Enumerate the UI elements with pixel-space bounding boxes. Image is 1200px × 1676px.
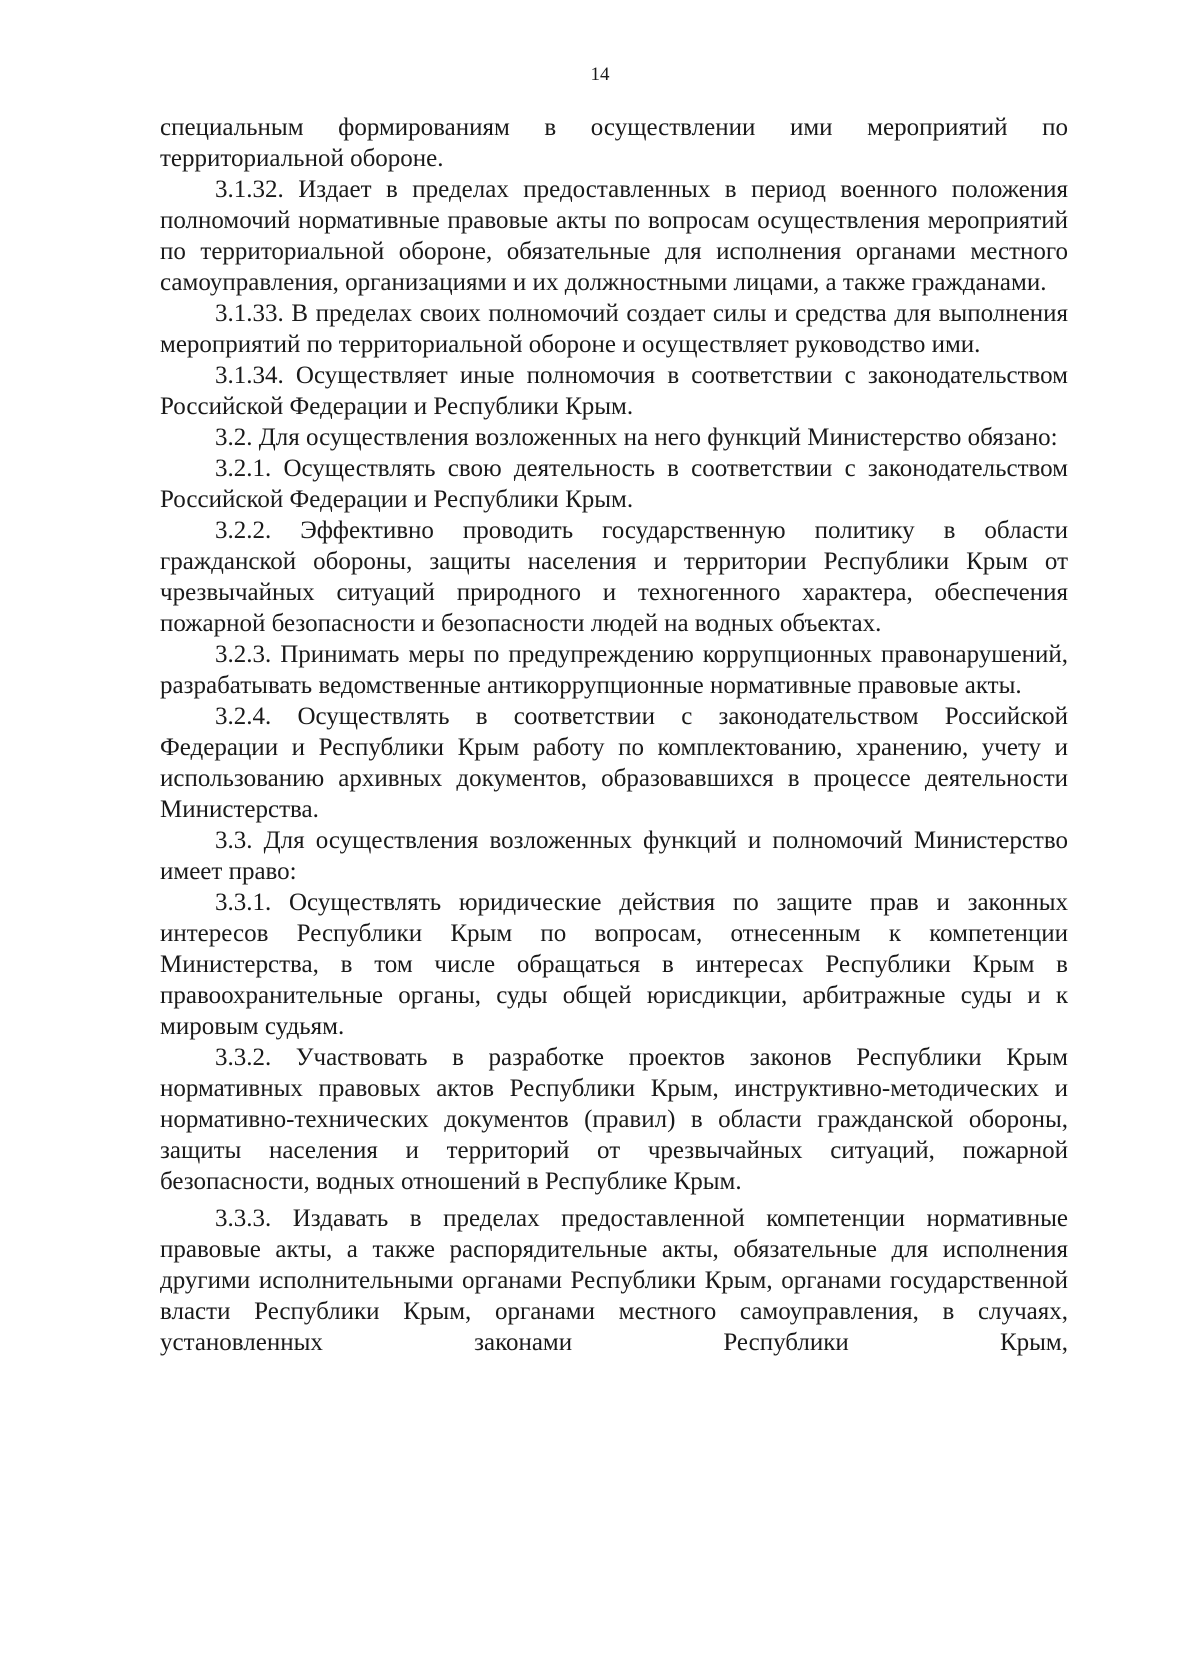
paragraph-3-2-3: 3.2.3. Принимать меры по предупреждению коррупционных правонарушений, разрабатывать ведомственные антикоррупционные нормативные правовые акты. — [160, 641, 1068, 699]
paragraph-3-3: 3.3. Для осуществления возложенных функций и полномочий Министерство имеет право: — [160, 827, 1068, 885]
paragraph-3-3-3: 3.3.3. Издавать в пределах предоставленной компетенции нормативные правовые акты, а также распорядительные акты, обязательные для исполнения другими исполнительными органами Республики Крым, органами государственной власти Республики Крым, органами местного самоуправления, в случаях, установленных законами Республики Крым, — [160, 1205, 1068, 1356]
paragraph-3-2-2: 3.2.2. Эффективно проводить государственную политику в области гражданской обороны, защиты населения и территории Республики Крым от чрезвычайных ситуаций природного и техногенного характера, обеспечения пожарной безопасности и безопасности людей на водных объектах. — [160, 517, 1068, 637]
page-number: 14 — [590, 64, 610, 85]
document-body — [160, 112, 1068, 1358]
paragraph-3-1-33: 3.1.33. В пределах своих полномочий создает силы и средства для выполнения мероприятий по территориальной обороне и осуществляет руководство ими. — [160, 300, 1068, 358]
paragraph-3-2-4: 3.2.4. Осуществлять в соответствии с законодательством Российской Федерации и Республики Крым работу по комплектованию, хранению, учету и использованию архивных документов, образовавшихся в процессе деятельности Министерства. — [160, 703, 1068, 823]
paragraph-3-2-1: 3.2.1. Осуществлять свою деятельность в соответствии с законодательством Российской Федерации и Республики Крым. — [160, 455, 1068, 513]
paragraph-3-1-34: 3.1.34. Осуществляет иные полномочия в соответствии с законодательством Российской Федерации и Республики Крым. — [160, 362, 1068, 420]
paragraph-3-1-32: 3.1.32. Издает в пределах предоставленных в период военного положения полномочий нормативные правовые акты по вопросам осуществления мероприятий по территориальной обороне, обязательные для исполнения органами местного самоуправления, организациями и их должностными лицами, а также гражданами. — [160, 176, 1068, 296]
paragraph-3-3-2: 3.3.2. Участвовать в разработке проектов законов Республики Крым нормативных правовых актов Республики Крым, инструктивно-методических и нормативно-технических документов (правил) в области гражданской обороны, защиты населения и территорий от чрезвычайных ситуаций, пожарной безопасности, водных отношений в Республике Крым. — [160, 1044, 1068, 1195]
paragraph-continuation: специальным формированиям в осуществлении ими мероприятий по территориальной обороне. — [160, 114, 1068, 172]
paragraph-3-2: 3.2. Для осуществления возложенных на него функций Министерство обязано: — [215, 424, 1058, 451]
paragraph-3-3-1: 3.3.1. Осуществлять юридические действия по защите прав и законных интересов Республики Крым по вопросам, отнесенным к компетенции Министерства, в том числе обращаться в интересах Республики Крым в правоохранительные органы, суды общей юрисдикции, арбитражные суды и к мировым судьям. — [160, 889, 1068, 1040]
